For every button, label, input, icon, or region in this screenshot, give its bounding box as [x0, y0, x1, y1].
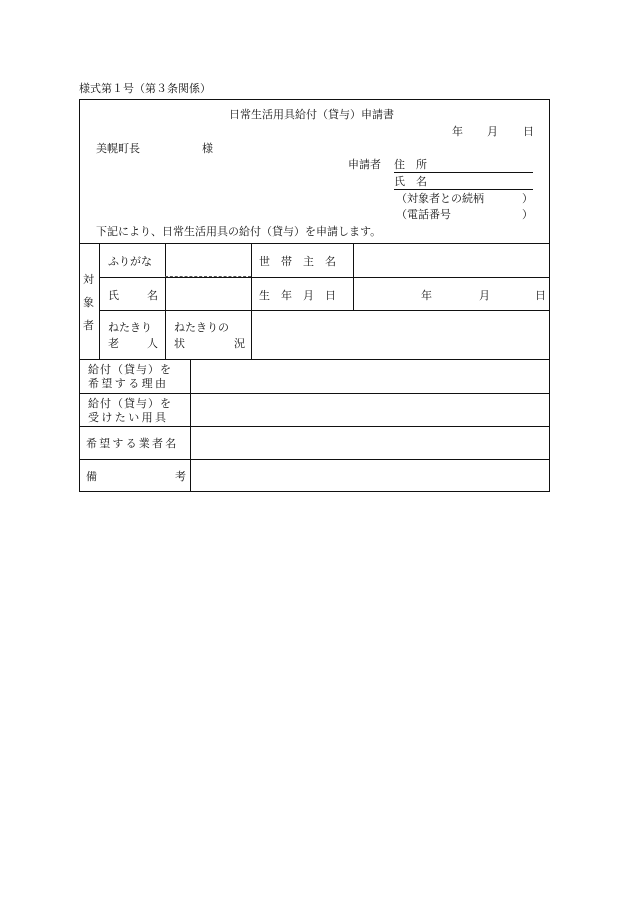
row-line-5 — [79, 426, 550, 427]
furigana-divider — [165, 276, 251, 277]
vendor-label: 希望する業者名 — [86, 437, 179, 450]
bedridden-status-line2b: 況 — [234, 337, 245, 350]
form-title: 日常生活用具給付（貸与）申請書 — [229, 108, 394, 121]
date-year-label: 年 — [452, 125, 463, 138]
date-day-label: 日 — [523, 125, 534, 138]
reason-field[interactable] — [193, 362, 548, 391]
phone-close: ） — [522, 208, 533, 221]
row-line-2 — [99, 310, 550, 311]
header-divider — [79, 243, 550, 244]
phone-open: （電話番号 — [396, 208, 451, 221]
row-line-4 — [79, 393, 550, 394]
bedridden-status-line2a: 状 — [174, 337, 185, 350]
application-statement: 下記により、日常生活用具の給付（貸与）を申請します。 — [96, 225, 382, 238]
furigana-field[interactable] — [167, 247, 249, 275]
subject-side-label-1: 対 — [83, 273, 94, 286]
bedridden-label-line2a: 老 — [108, 337, 119, 350]
addressee-honorific: 様 — [202, 142, 213, 155]
equipment-label-line1: 給付（貸与）を — [88, 397, 172, 410]
birth-day-label: 日 — [535, 289, 546, 302]
name-label-b: 名 — [147, 289, 158, 302]
remarks-field[interactable] — [193, 462, 548, 490]
label-column-line — [165, 243, 166, 359]
remarks-label-b: 考 — [175, 470, 186, 483]
bedridden-label-line1: ねたきり — [108, 321, 152, 334]
form-number: 様式第１号（第３条関係） — [79, 82, 211, 95]
row-line-3 — [79, 359, 550, 360]
bedridden-status-line1: ねたきりの — [174, 321, 229, 334]
lower-label-column-line — [190, 359, 191, 492]
applicant-name-label: 氏 名 — [394, 175, 427, 188]
bedridden-label-line2b: 人 — [147, 337, 158, 350]
furigana-label: ふりがな — [108, 255, 152, 268]
birth-year-label: 年 — [421, 289, 432, 302]
subject-side-label-2: 象 — [83, 296, 94, 309]
applicant-name-field[interactable] — [394, 189, 533, 190]
addressee-name: 美幌町長 — [96, 142, 140, 155]
vendor-field[interactable] — [193, 429, 548, 457]
relation-open: （対象者との続柄 — [396, 192, 484, 205]
value-column-line — [251, 243, 252, 359]
reason-label-line1: 給付（貸与）を — [88, 363, 172, 376]
applicant-address-field[interactable] — [394, 172, 533, 173]
household-head-label: 世 帯 主 名 — [259, 255, 336, 268]
side-column-line — [99, 243, 100, 359]
applicant-label: 申請者 — [348, 158, 381, 171]
birth-date-label: 生 年 月 日 — [259, 289, 336, 302]
bedridden-status-field[interactable] — [254, 313, 548, 357]
equipment-label-line2: 受けたい用具 — [88, 411, 169, 424]
row-line-6 — [79, 459, 550, 460]
household-head-field[interactable] — [356, 246, 548, 275]
date-month-label: 月 — [487, 125, 498, 138]
name-label-a: 氏 — [108, 289, 119, 302]
remarks-label-a: 備 — [86, 470, 97, 483]
row-line-1 — [99, 277, 550, 278]
equipment-field[interactable] — [193, 396, 548, 424]
subject-name-field[interactable] — [167, 279, 249, 308]
birth-month-label: 月 — [479, 289, 490, 302]
subject-side-label-3: 者 — [83, 319, 94, 332]
relation-close: ） — [522, 192, 533, 205]
applicant-address-label: 住 所 — [394, 158, 427, 171]
reason-label-line2: 希望する理由 — [88, 377, 169, 390]
household-column-line — [353, 243, 354, 310]
